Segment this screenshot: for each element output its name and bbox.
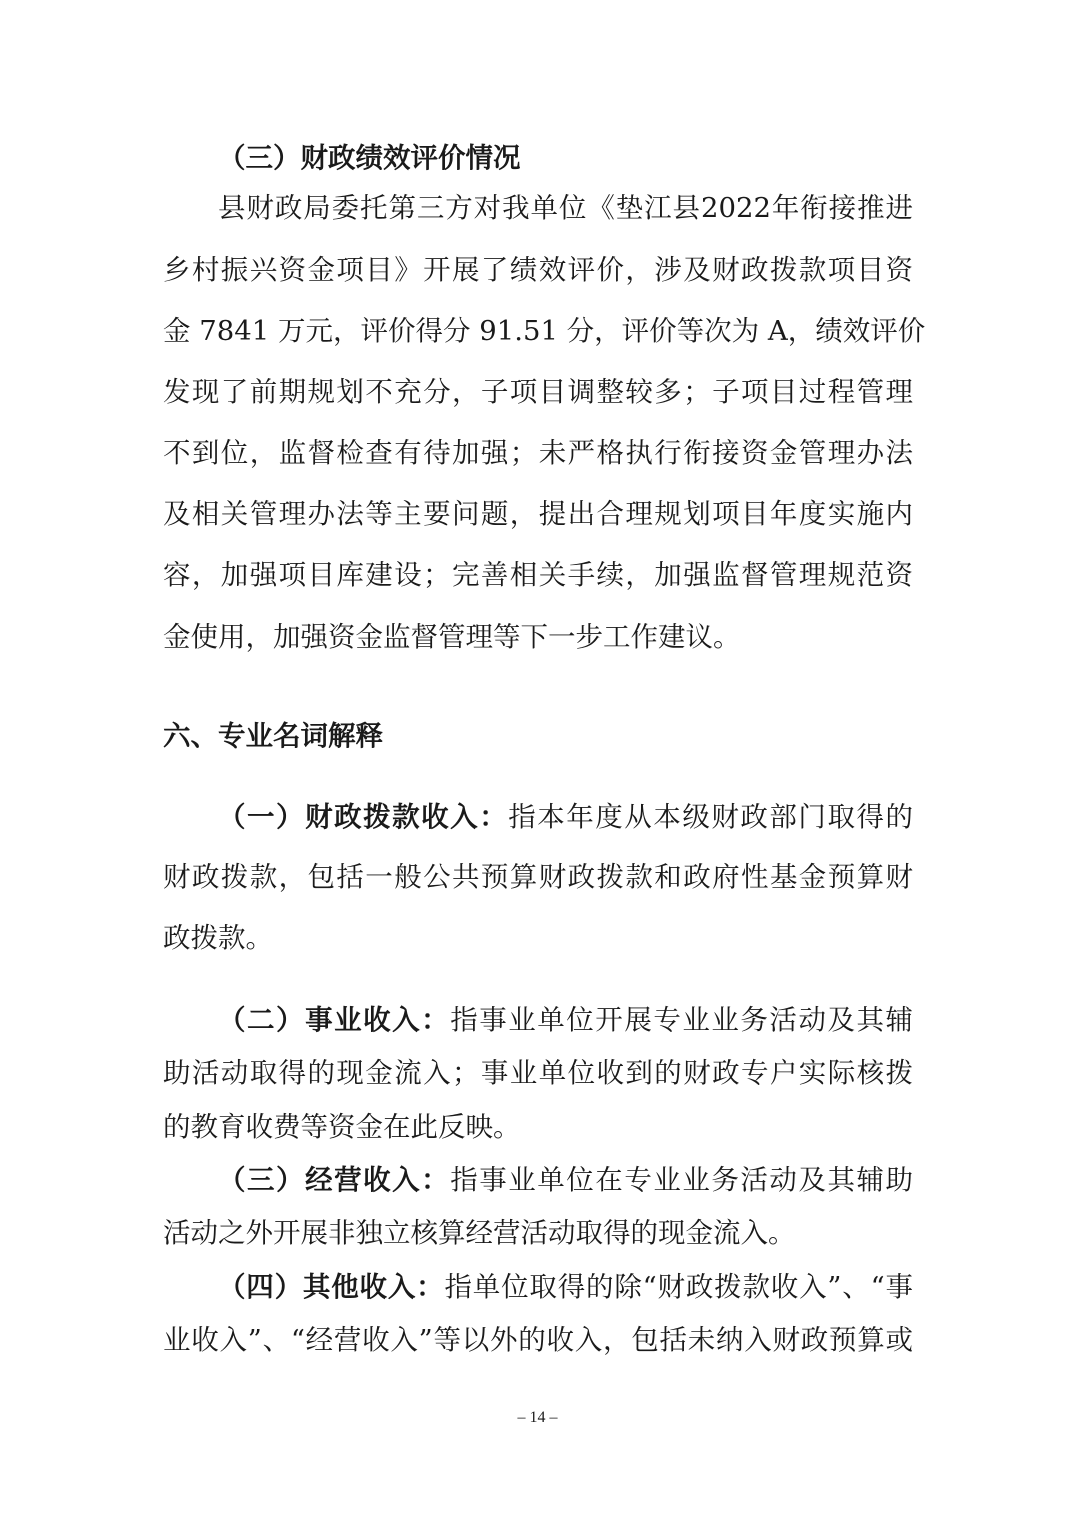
term-definition-first-line (218, 1000, 913, 1040)
paragraph-line: 财政拨款，包括一般公共预算财政拨款和政府性基金预算财 (163, 861, 913, 893)
paragraph-line: 的教育收费等资金在此反映。 (163, 1111, 521, 1143)
paragraph-line: 金 7841 万元，评价得分 91.51 分，评价等次为 A，绩效评价 (163, 315, 926, 347)
section-heading-performance-evaluation: （三）财政绩效评价情况 (218, 142, 521, 174)
term-definition-text: 指单位取得的除“财政拨款收入”、“事 (444, 1271, 913, 1303)
term-definition-first-line (218, 1267, 913, 1307)
paragraph-line: 县财政局委托第三方对我单位《垫江县2022年衔接推进 (218, 192, 913, 224)
term-label-other-income: （四）其他收入： (218, 1271, 445, 1303)
paragraph-line: 助活动取得的现金流入；事业单位收到的财政专户实际核拨 (163, 1057, 913, 1089)
term-label-fiscal-appropriation-income: （一）财政拨款收入： (218, 801, 509, 833)
paragraph-line: 容，加强项目库建设；完善相关手续，加强监督管理规范资 (163, 559, 913, 591)
section-heading-terminology: 六、专业名词解释 (163, 720, 383, 752)
paragraph-line: 及相关管理办法等主要问题，提出合理规划项目年度实施内 (163, 498, 913, 530)
paragraph-line: 不到位，监督检查有待加强；未严格执行衔接资金管理办法 (163, 437, 913, 469)
paragraph-line: 乡村振兴资金项目》开展了绩效评价，涉及财政拨款项目资 (163, 254, 913, 286)
paragraph-line: 发现了前期规划不充分，子项目调整较多；子项目过程管理 (163, 376, 913, 408)
term-definition-first-line (218, 1160, 913, 1200)
paragraph-line: 金使用，加强资金监督管理等下一步工作建议。 (163, 621, 741, 653)
paragraph-line: 政拨款。 (163, 922, 273, 954)
paragraph-line: 业收入”、“经营收入”等以外的收入，包括未纳入财政预算或 (163, 1324, 913, 1356)
term-definition-first-line (218, 797, 913, 837)
term-label-business-income: （二）事业收入： (218, 1004, 451, 1036)
term-definition-text: 指本年度从本级财政部门取得的 (508, 801, 914, 833)
page-number: – 14 – (517, 1409, 558, 1426)
term-definition-text: 指事业单位开展专业业务活动及其辅 (450, 1004, 914, 1036)
term-definition-text: 指事业单位在专业业务活动及其辅助 (450, 1164, 914, 1196)
term-label-operating-income: （三）经营收入： (218, 1164, 451, 1196)
paragraph-line: 活动之外开展非独立核算经营活动取得的现金流入。 (163, 1217, 796, 1249)
